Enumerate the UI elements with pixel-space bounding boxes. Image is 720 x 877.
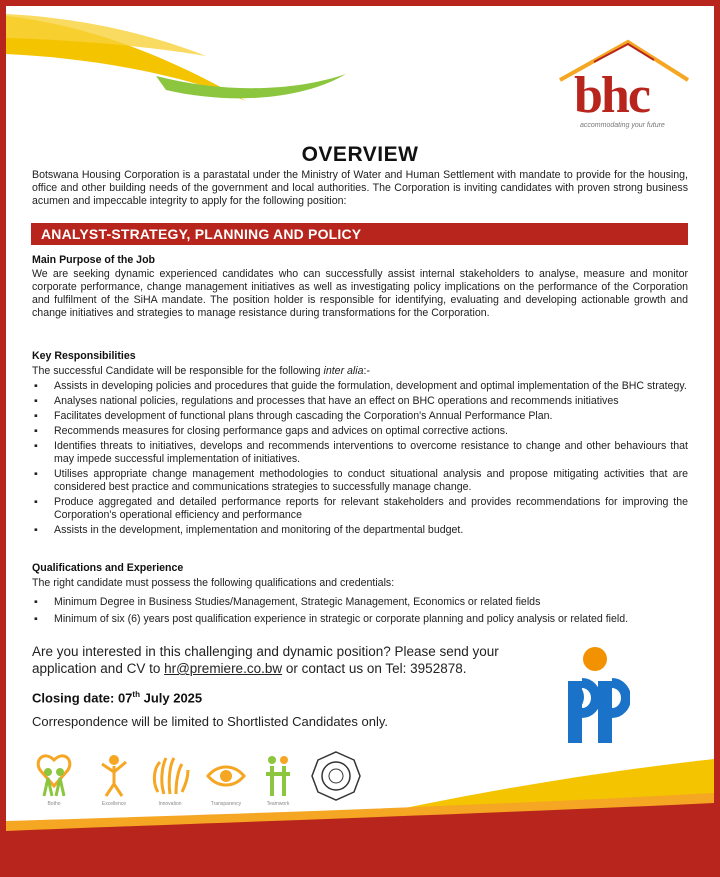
closing-label: Closing date: 07 xyxy=(32,690,133,706)
list-item xyxy=(32,395,688,408)
list-item-text: Minimum Degree in Business Studies/Management, Strategic Management, Economics or related fields xyxy=(54,596,541,608)
responsibilities-intro-prefix: The successful Candidate will be responsible for the following xyxy=(32,365,324,377)
list-item-text: Minimum of six (6) years post qualification experience in strategic or corporate planning and policy analysis or related field. xyxy=(54,613,629,625)
page-title: OVERVIEW xyxy=(301,143,419,166)
list-item xyxy=(32,425,688,438)
list-item xyxy=(32,380,688,393)
bhc-tagline: accommodating your future xyxy=(580,122,665,129)
bhc-logo-text: bhc xyxy=(574,67,649,124)
bullet-icon: ▪ xyxy=(34,380,38,392)
closing-date xyxy=(32,690,202,705)
email-link[interactable]: hr@premiere.co.bw xyxy=(164,661,283,676)
position-title: ANALYST-STRATEGY, PLANNING AND POLICY xyxy=(41,226,362,242)
bullet-icon: ▪ xyxy=(34,596,38,608)
qualifications-intro: The right candidate must possess the following qualifications and credentials: xyxy=(32,577,395,589)
list-item-text: Identifies threats to initiatives, develops and recommends interventions to overcome resistance to change and other behaviours that may impede successful implementation of initiatives. xyxy=(54,440,688,465)
premiere-people-logo xyxy=(560,643,630,751)
botho-icon xyxy=(32,752,76,798)
correspondence-note: Correspondence will be limited to Shortlisted Candidates only. xyxy=(32,714,389,729)
value-label-innovation: Innovation xyxy=(158,801,182,807)
job-advert-page xyxy=(6,6,714,871)
list-item-text: Analyses national policies, regulations and processes that have an effect on BHC operations and recommends initiatives xyxy=(54,395,619,407)
bullet-icon: ▪ xyxy=(34,425,38,437)
value-label-teamwork: Teamwork xyxy=(266,801,290,807)
value-label-botho: Botho xyxy=(47,801,61,807)
intro-paragraph: Botswana Housing Corporation is a parastatal under the Ministry of Water and Human Settlement with mandate to provide for the housing, office and other building needs of the government and local authorities. The Corporation is inviting candidates with proven strong business acumen and impeccable integrity to apply for the following position: xyxy=(32,169,688,207)
bullet-icon: ▪ xyxy=(34,496,38,508)
responsibilities-intro-italic: inter alia xyxy=(323,365,364,377)
innovation-icon xyxy=(148,752,192,798)
list-item xyxy=(32,596,688,609)
list-item xyxy=(32,496,688,522)
list-item xyxy=(32,524,688,537)
cta-contact: or contact us on Tel: 3952878. xyxy=(282,661,467,676)
list-item-text: Assists in developing policies and procedures that guide the formulation, development and optimal implementation of the BHC strategy. xyxy=(54,380,687,392)
transparency-eye-icon xyxy=(204,752,248,798)
responsibilities-list xyxy=(32,380,688,539)
purpose-text: We are seeking dynamic experienced candidates who can successfully assist internal stakeholders to analyse, measure and monitor corporate performance, change management initiatives as well as investigating policy implications on the performance of the Corporation and fulfilment of the SiHA mandate. The position holder is responsible for identifying, evaluating and developing actionable growth and change initiatives and strategies to manage resistance during transformations for the Corporation. xyxy=(32,268,688,319)
cta-text: Are you interested in this challenging and dynamic position? Please send your application and CV to xyxy=(32,644,499,676)
bullet-icon: ▪ xyxy=(34,395,38,407)
bhc-logo xyxy=(554,34,694,134)
qualifications-list xyxy=(32,596,688,628)
list-item xyxy=(32,468,688,494)
bullet-icon: ▪ xyxy=(34,524,38,536)
responsibilities-intro-suffix: :- xyxy=(363,365,371,377)
qualifications-heading: Qualifications and Experience xyxy=(32,562,184,574)
list-item xyxy=(32,410,688,423)
closing-rest: July 2025 xyxy=(139,690,203,706)
bullet-icon: ▪ xyxy=(34,613,38,625)
list-item-text: Assists in the development, implementation and monitoring of the departmental budget. xyxy=(54,524,464,536)
closing-sup: th xyxy=(132,690,140,699)
decorative-swoosh xyxy=(6,6,366,126)
purpose-heading: Main Purpose of the Job xyxy=(32,254,156,266)
list-item xyxy=(32,440,688,466)
bullet-icon: ▪ xyxy=(34,440,38,452)
value-label-excellence: Excellence xyxy=(101,801,127,807)
certification-badge-icon xyxy=(310,750,362,802)
bullet-icon: ▪ xyxy=(34,410,38,422)
list-item xyxy=(32,613,688,626)
excellence-icon xyxy=(92,752,136,798)
position-banner xyxy=(31,223,688,245)
responsibilities-heading: Key Responsibilities xyxy=(32,350,136,362)
teamwork-icon xyxy=(256,752,300,798)
list-item-text: Facilitates development of functional plans through cascading the Corporation's Annual Performance Plan. xyxy=(54,410,553,422)
bullet-icon: ▪ xyxy=(34,468,38,480)
list-item-text: Produce aggregated and detailed performance reports for relevant stakeholders and provides recommendations for improving the Corporation's operational efficiency and performance xyxy=(54,496,688,521)
value-label-transparency: Transparency xyxy=(210,801,242,807)
list-item-text: Recommends measures for closing performance gaps and advices on optimal corrective actions. xyxy=(54,425,508,437)
call-to-action xyxy=(32,643,552,677)
responsibilities-intro xyxy=(32,365,688,378)
list-item-text: Utilises appropriate change management methodologies to conduct situational analysis and propose mitigating activities that are considered best practice and communications strategies to successfully manage change. xyxy=(54,468,688,493)
